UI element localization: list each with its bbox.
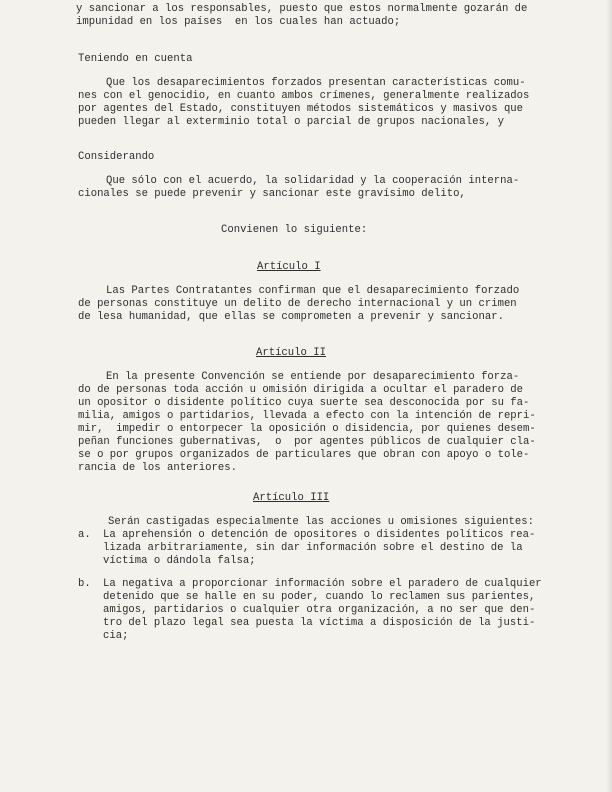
text-line: Serán castigadas especialmente las acciones u omisiones siguientes: — [108, 516, 534, 528]
list-marker-b: b. — [78, 578, 91, 590]
text-line: Que sólo con el acuerdo, la solidaridad y la cooperación interna- — [106, 175, 520, 187]
text-line: La aprehensión o detención de opositores o disidentes políticos rea- — [103, 529, 536, 541]
text-line: peñan funciones gubernativas, o por agentes públicos de cualquier cla- — [78, 436, 536, 448]
text-line: de lesa humanidad, que ellas se comprometen a prevenir y sancionar. — [78, 311, 504, 323]
text-line: cia; — [103, 630, 129, 642]
text-line: impunidad en los países en los cuales han actuado; — [76, 16, 401, 28]
text-line: En la presente Convención se entiende por desaparecimiento forza- — [106, 371, 520, 383]
section-heading-teniendo: Teniendo en cuenta — [78, 53, 193, 65]
text-line: tro del plazo legal sea puesta la víctima a disposición de la justi- — [103, 617, 536, 629]
text-line: pueden llegar al exterminio total o parcial de grupos nacionales, y — [78, 116, 504, 128]
page-edge-shadow — [606, 0, 612, 792]
convienen-heading: Convienen lo siguiente: — [221, 224, 368, 236]
text-line: Que los desaparecimientos forzados presentan características comu- — [106, 77, 526, 89]
text-line: lizada arbitrariamente, sin dar información sobre el destino de la — [103, 542, 523, 554]
article-3-title: Artículo III — [253, 492, 330, 504]
text-line: amigos, partidarios o cualquier otra organización, a no ser que den- — [103, 604, 536, 616]
text-line: do de personas toda acción u omisión dirigida a ocultar el paradero de — [78, 384, 524, 396]
text-line: por agentes del Estado, constituyen métodos sistemáticos y masivos que — [78, 103, 524, 115]
text-line: cionales se puede prevenir y sancionar este gravísimo delito, — [78, 188, 466, 200]
list-marker-a: a. — [78, 529, 91, 541]
text-line: detenido que se halle en su poder, cuando lo reclamen sus parientes, — [103, 591, 536, 603]
text-line: milia, amigos o partidarios, llevada a efecto con la intención de repri- — [78, 410, 536, 422]
article-1-title: Artículo I — [257, 261, 321, 273]
text-line: se o por grupos organizados de particulares que obran con apoyo o tole- — [78, 449, 530, 461]
text-line: rancia de los anteriores. — [78, 462, 237, 474]
section-heading-considerando: Considerando — [78, 151, 155, 163]
text-line: nes con el genocidio, en cuanto ambos crímenes, generalmente realizados — [78, 90, 530, 102]
text-line: un opositor o disidente político cuya suerte sea desconocida por su fa- — [78, 397, 530, 409]
text-line: y sancionar a los responsables, puesto que estos normalmente gozarán de — [76, 3, 528, 15]
text-line: víctima o dándola falsa; — [103, 555, 256, 567]
article-2-title: Artículo II — [256, 347, 326, 359]
text-line: mir, impedir o entorpecer la oposición o disidencia, por quienes desem- — [78, 423, 536, 435]
text-line: de personas constituye un delito de derecho internacional y un crimen — [78, 298, 517, 310]
text-line: La negativa a proporcionar información sobre el paradero de cualquier — [103, 578, 542, 590]
text-line: Las Partes Contratantes confirman que el desaparecimiento forzado — [106, 285, 520, 297]
